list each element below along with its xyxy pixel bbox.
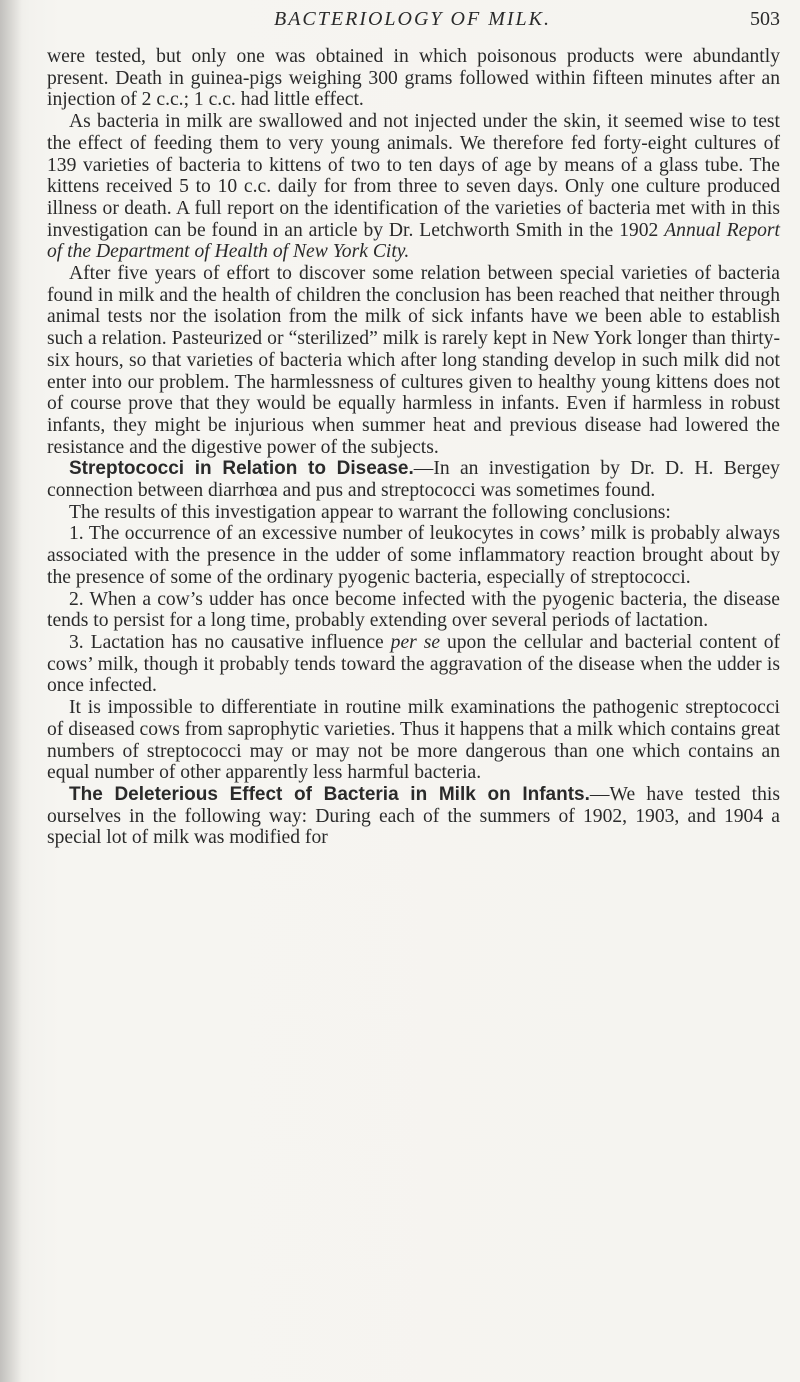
list-item [47,523,780,588]
section-heading: Streptococci in Relation to Disease. [69,458,414,480]
paragraph-text: were tested, but only one was obtained in which poisonous products were abundantly present. Death in guinea-pigs weighing 300 grams followed within fifteen minutes after an injection of 2 c.c.; 1 c.c. had little effect. [47,46,780,111]
paragraph-text: 2. When a cow’s udder has once become infected with the pyogenic bacteria, the disease tends to persist for a long time, probably extending over several periods of lactation. [47,588,780,632]
page-header [45,8,780,38]
paragraph [47,111,780,263]
paragraph [47,784,780,849]
section-heading: The Deleterious Effect of Bacteria in Milk on Infants. [69,783,590,805]
paragraph-text: It is impossible to differentiate in routine milk examinations the pathogenic streptococci of diseased cows from saprophytic varieties. Thus it happens that a milk which contains great numbers of streptococci may or may not be more dangerous than one which contains an equal number of other apparently less harmful bacteria. [47,697,780,784]
paragraph-text: —In an investigation by Dr. D. H. Bergey connection between diarrhœa and pus and streptococci was sometimes found. [47,458,780,502]
page-number: 503 [750,8,780,30]
paragraph-text: 3. Lactation has no causative influence [69,631,384,653]
paragraph [47,697,780,784]
paragraph-text: —We have tested this ourselves in the following way: During each of the summers of 1902, 1903, and 1904 a special lot of milk was modified for [47,783,780,849]
paragraph [47,263,780,458]
paragraph-text: The results of this investigation appear to warrant the following conclusions: [69,501,671,523]
paragraph-text: upon the cellular and bacterial content of cows’ milk, though it probably tends toward the aggravation of the disease when the udder is once infected. [47,631,781,697]
list-item [47,589,780,632]
paragraph-text: After five years of effort to discover some relation between special varieties of bacteria found in milk and the health of children the conclusion has been reached that neither through animal tests nor the isolation from the milk of sick infants have we been able to establish such a relation. Pasteurized or “sterilized” milk is rarely kept in New York longer than thirty-six hours, so that varieties of bacteria which after long standing develop in such milk did not enter into our problem. The harmlessness of cultures given to healthy young kittens does not of course prove that they would be equally harmless in infants. Even if harmless in robust infants, they might be injurious when summer heat and previous disease had lowered the resistance and the digestive power of the subjects. [47,263,780,458]
paragraph [47,46,780,111]
paragraph [47,502,780,524]
latin-phrase: per se [390,631,441,653]
report-title: Annual Report of the Department of Health of New York City. [47,219,780,263]
paragraph-text: As bacteria in milk are swallowed and not injected under the skin, it seemed wise to test the effect of feeding them to very young animals. We therefore fed forty-eight cultures of 139 varieties of bacteria to kittens of two to ten days of age by means of a glass tube. The kittens received 5 to 10 c.c. daily for from three to seven days. Only one culture produced illness or death. A full report on the identification of the varieties of bacteria met with in this investigation can be found in an article by Dr. Letchworth Smith in the 1902 [47,111,780,241]
paragraph-text: 1. The occurrence of an excessive number of leukocytes in cows’ milk is probably always associated with the presence in the udder of some inflammatory reaction brought about by the presence of some of the ordinary pyogenic bacteria, especially of streptococci. [47,523,780,588]
list-item [47,632,780,697]
running-head: BACTERIOLOGY OF MILK. [273,8,551,30]
body-text [47,46,780,849]
binding-gutter-shadow [0,0,22,1382]
paragraph [47,458,780,501]
